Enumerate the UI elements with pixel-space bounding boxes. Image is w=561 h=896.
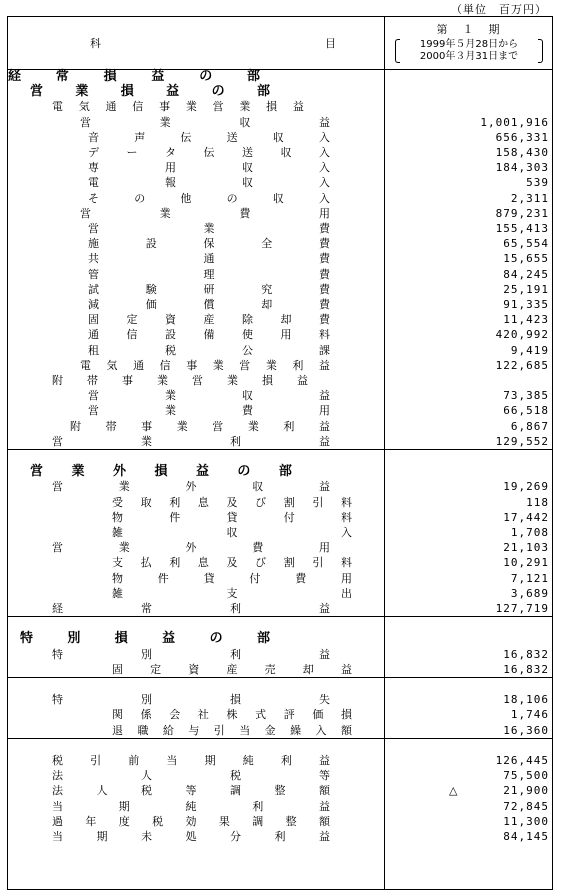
table-row	[8, 206, 552, 221]
row-label: 固 定 資 産 除 却 費	[88, 313, 330, 327]
table-row	[8, 616, 552, 631]
row-label: 電 気 通 信 事 業 営 業 損 益	[52, 100, 304, 114]
row-value: 16,832	[503, 662, 549, 676]
table-row	[8, 677, 552, 692]
row-value: 18,106	[503, 693, 549, 707]
row-value: 11,300	[503, 814, 549, 828]
header-left-b: 目	[325, 37, 336, 50]
table-row	[8, 753, 552, 768]
row-label: 受 取 利 息 及 び 割 引 料	[112, 495, 352, 509]
row-value	[385, 677, 549, 692]
row-label: 物 件 貸 付 料	[112, 510, 352, 524]
row-value: 6,867	[510, 419, 549, 433]
row-label: 通 信 設 備 使 用 料	[88, 328, 330, 342]
table-row	[8, 419, 552, 434]
row-value: 19,269	[503, 480, 549, 494]
row-label: 法 人 税 等	[52, 769, 330, 783]
row-label: 営 業 費 用	[80, 206, 330, 220]
table-row	[8, 145, 552, 160]
row-value: 21,103	[503, 541, 549, 555]
table-row	[8, 115, 552, 130]
table-row	[8, 373, 552, 388]
table-row	[8, 479, 552, 494]
table-row	[8, 464, 552, 479]
row-label: 営 業 収 益	[88, 389, 330, 403]
row-value: 17,442	[503, 510, 549, 524]
row-label: 営 業 費 用	[88, 404, 330, 418]
table-row	[8, 403, 552, 418]
row-value: 420,992	[495, 328, 549, 342]
row-value	[385, 84, 549, 99]
row-value: 10,291	[503, 556, 549, 570]
row-label: 特 別 損 失	[52, 693, 330, 707]
table-row	[8, 571, 552, 586]
row-value: 1,746	[510, 708, 549, 722]
row-label: 雑 収 入	[112, 526, 352, 539]
row-label: 音 声 伝 送 収 入	[88, 130, 330, 144]
row-value	[385, 373, 549, 388]
row-label: 共 通 費	[88, 252, 330, 266]
row-label: 減 価 償 却 費	[88, 298, 330, 311]
row-label: 営 業 外 費 用	[52, 541, 330, 555]
row-value: 21,900	[503, 784, 549, 798]
row-label: 固 定 資 産 売 却 益	[112, 662, 352, 676]
row-value: 84,145	[503, 830, 549, 843]
table-row	[8, 540, 552, 555]
row-label: 関 係 会 社 株 式 評 価 損	[112, 708, 352, 722]
row-value: 84,245	[503, 267, 549, 281]
table-row	[8, 160, 552, 175]
row-value: 118	[526, 495, 549, 509]
table-row	[8, 723, 552, 738]
row-label: 営 業 利 益	[52, 434, 330, 448]
table-row	[8, 297, 552, 312]
period-range	[397, 39, 541, 63]
table-row	[8, 343, 552, 358]
row-value: 16,832	[503, 647, 549, 661]
table-row	[8, 495, 552, 510]
row-label: 試 験 研 究 費	[88, 282, 330, 296]
row-label: 電 報 収 入	[88, 176, 330, 190]
row-value: 66,518	[503, 404, 549, 418]
row-label: 過 年 度 税 効 果 調 整 額	[52, 814, 330, 828]
row-value: 184,303	[495, 161, 549, 175]
table-row	[8, 251, 552, 266]
unit-note: （単位 百万円）	[451, 3, 547, 16]
row-label: 退 職 給 与 引 当 金 繰 入 額	[112, 723, 352, 737]
table-row	[8, 768, 552, 783]
table-row	[8, 814, 552, 829]
row-value: 1,001,916	[480, 115, 549, 129]
row-value: 122,685	[495, 358, 549, 372]
row-label: 経 常 損 益 の 部	[8, 69, 260, 84]
row-value: 72,845	[503, 799, 549, 813]
row-label: 営 業 収 益	[80, 115, 330, 129]
row-value: 126,445	[495, 754, 549, 767]
row-value: 9,419	[510, 343, 549, 357]
period-to: 2000年３月31日まで	[419, 51, 519, 62]
row-value: 127,719	[495, 602, 549, 615]
period-column-header	[385, 17, 553, 69]
table-row	[8, 586, 552, 601]
row-value: 158,430	[495, 146, 549, 159]
table-row	[8, 69, 552, 84]
table-row	[8, 221, 552, 236]
table-row	[8, 282, 552, 297]
table-row	[8, 738, 552, 753]
row-label: 施 設 保 全 費	[88, 237, 330, 251]
table-row	[8, 191, 552, 206]
table-row	[8, 783, 552, 798]
table-row	[8, 631, 552, 646]
table-row	[8, 99, 552, 114]
row-value	[385, 616, 549, 631]
row-value: 2,311	[510, 191, 549, 205]
table-row	[8, 267, 552, 282]
row-value	[385, 464, 549, 479]
table-row	[8, 327, 552, 342]
period-from: 1999年５月28日から	[419, 39, 519, 50]
row-label: 営 業 損 益 の 部	[30, 84, 270, 100]
row-value: 91,335	[503, 298, 549, 311]
row-value: 656,331	[495, 130, 549, 144]
row-label: そ の 他 の 収 入	[88, 191, 330, 205]
row-label: 当 期 未 処 分 利 益	[52, 830, 330, 843]
row-value: 75,500	[503, 769, 549, 783]
table-row	[8, 601, 552, 616]
row-value: 3,689	[510, 586, 549, 600]
table-header	[8, 17, 552, 70]
table-row	[8, 510, 552, 525]
row-label: デ ー タ 伝 送 収 入	[88, 146, 330, 159]
row-label: 電 気 通 信 事 業 営 業 利 益	[80, 358, 330, 372]
row-value	[385, 449, 549, 464]
row-value: 25,191	[503, 282, 549, 296]
row-label: 営 業 費	[88, 222, 330, 235]
table-row	[8, 434, 552, 449]
income-statement-table	[7, 16, 553, 890]
table-row	[8, 799, 552, 814]
row-value: 73,385	[503, 389, 549, 403]
row-value: 1,708	[510, 526, 549, 539]
table-row	[8, 358, 552, 373]
row-label: 雑 支 出	[112, 586, 352, 600]
row-value	[385, 69, 549, 84]
row-value: 65,554	[503, 237, 549, 251]
table-row	[8, 175, 552, 190]
row-value	[385, 631, 549, 646]
row-value: 16,360	[503, 723, 549, 737]
row-value: 15,655	[503, 252, 549, 266]
row-label: 営 業 外 損 益 の 部	[30, 464, 292, 480]
row-label: 法 人 税 等 調 整 額	[52, 784, 330, 798]
table-row	[8, 829, 552, 844]
table-row	[8, 707, 552, 722]
header-left-a: 科	[90, 37, 101, 50]
table-row	[8, 84, 552, 99]
table-row	[8, 525, 552, 540]
account-column-header	[8, 17, 384, 69]
table-row	[8, 236, 552, 251]
row-label: 特 別 損 益 の 部	[20, 631, 270, 647]
table-row	[8, 647, 552, 662]
row-value: 7,121	[510, 571, 549, 585]
table-row	[8, 312, 552, 327]
row-label: 当 期 純 利 益	[52, 799, 330, 813]
table-row	[8, 555, 552, 570]
row-label: 租 税 公 課	[88, 343, 330, 357]
row-label: 税 引 前 当 期 純 利 益	[52, 754, 330, 767]
row-value	[385, 99, 549, 114]
row-label: 附 帯 事 業 営 業 利 益	[70, 419, 330, 433]
table-row	[8, 388, 552, 403]
row-value: 129,552	[495, 434, 549, 448]
row-label: 営 業 外 収 益	[52, 480, 330, 494]
row-value	[385, 738, 549, 753]
row-label: 支 払 利 息 及 び 割 引 料	[112, 556, 352, 570]
row-value: 539	[526, 176, 549, 190]
table-row	[8, 692, 552, 707]
row-label: 管 理 費	[88, 267, 330, 281]
period-label: 第 １ 期	[436, 23, 502, 36]
row-label: 経 常 利 益	[52, 602, 330, 615]
row-label: 物 件 貸 付 費 用	[112, 571, 352, 585]
row-label: 附 帯 事 業 営 業 損 益	[52, 374, 308, 387]
row-value: 11,423	[503, 313, 549, 327]
negative-marker: △	[449, 784, 458, 798]
row-value: 879,231	[495, 206, 549, 220]
row-label: 特 別 利 益	[52, 647, 330, 661]
table-row	[8, 130, 552, 145]
row-label: 専 用 収 入	[88, 161, 330, 175]
table-row	[8, 662, 552, 677]
row-value: 155,413	[495, 222, 549, 235]
table-row	[8, 449, 552, 464]
